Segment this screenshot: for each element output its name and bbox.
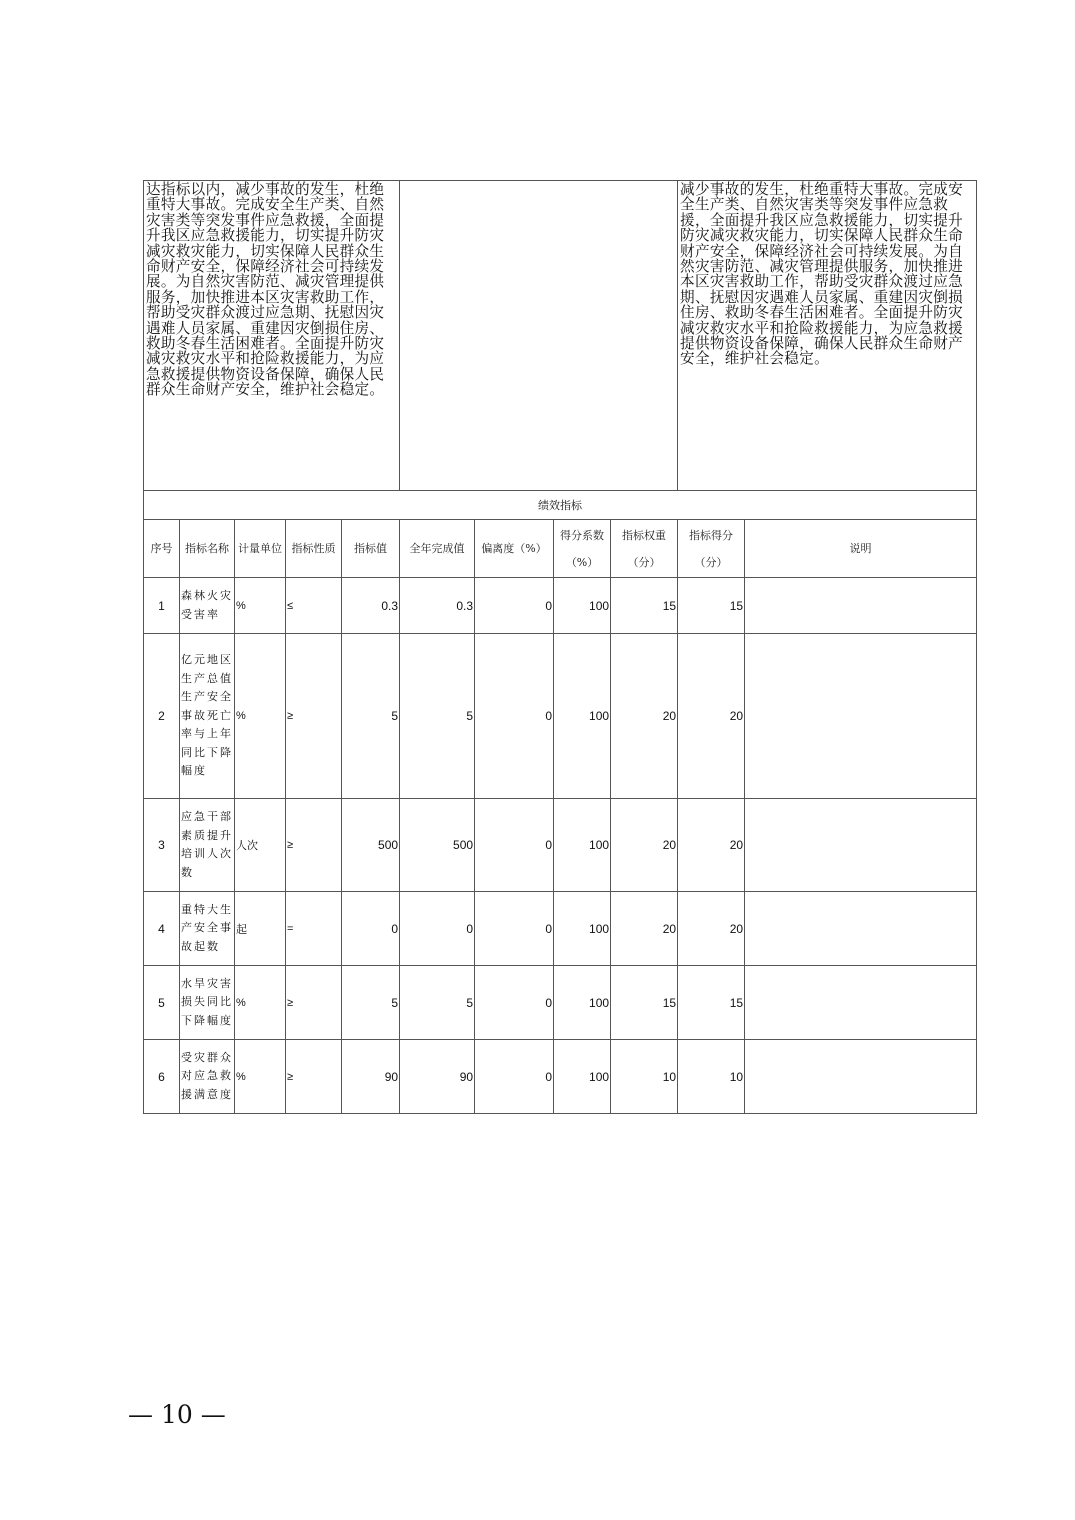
section-row <box>144 491 977 520</box>
cell-score: 20 <box>678 892 745 966</box>
cell-nature: = <box>286 892 342 966</box>
table-row <box>144 634 977 799</box>
cell-target: 0 <box>342 892 400 966</box>
cell-nature: ≤ <box>286 578 342 634</box>
goal-right-text: 减少事故的发生，杜绝重特大事故。完成安全生产类、自然灾害类等突发事件应急救援，全面提升我区应急救援能力，切实提升防灾减灾救灾能力，切实保障人民群众生命财产安全，保障经济社会可持续发展。为自然灾害防范、减灾管理提供服务，加快推进本区灾害救助工作，帮助受灾群众渡过应急期、抚慰因灾遇难人员家属、重建因灾倒损住房、救助冬春生活困难者。全面提升防灾减灾救灾水平和抢险救援能力，为应急救援提供物资设备保障，确保人民群众生命财产安全，维护社会稳定。 <box>678 181 977 491</box>
cell-no: 6 <box>144 1040 180 1114</box>
table-row <box>144 892 977 966</box>
section-title: 绩效指标 <box>144 491 977 520</box>
cell-score: 15 <box>678 966 745 1040</box>
cell-deviation: 0 <box>475 966 554 1040</box>
cell-unit: % <box>235 634 286 799</box>
cell-note <box>745 892 977 966</box>
goal-left-text: 达指标以内，减少事故的发生，杜绝重特大事故。完成安全生产类、自然灾害类等突发事件应急救援，全面提升我区应急救援能力，切实提升防灾减灾救灾能力，切实保障人民群众生命财产安全，保障经济社会可持续发展。为自然灾害防范、减灾管理提供服务，加快推进本区灾害救助工作，帮助受灾群众渡过应急期、抚慰因灾遇难人员家属、重建因灾倒损住房、救助冬春生活困难者。全面提升防灾减灾救灾水平和抢险救援能力，为应急救援提供物资设备保障，确保人民群众生命财产安全，维护社会稳定。 <box>144 181 400 491</box>
cell-target: 5 <box>342 966 400 1040</box>
cell-unit: % <box>235 1040 286 1114</box>
table-row <box>144 966 977 1040</box>
header-row <box>144 520 977 578</box>
header-deviation: 偏离度（%） <box>475 520 554 578</box>
cell-coef: 100 <box>554 799 611 892</box>
header-unit: 计量单位 <box>235 520 286 578</box>
cell-deviation: 0 <box>475 1040 554 1114</box>
table-row <box>144 799 977 892</box>
cell-unit: % <box>235 578 286 634</box>
cell-score: 20 <box>678 634 745 799</box>
header-nature: 指标性质 <box>286 520 342 578</box>
cell-actual: 500 <box>400 799 475 892</box>
cell-coef: 100 <box>554 634 611 799</box>
cell-target: 90 <box>342 1040 400 1114</box>
cell-actual: 90 <box>400 1040 475 1114</box>
cell-weight: 20 <box>611 892 678 966</box>
cell-name: 重特大生产安全事故起数 <box>180 892 235 966</box>
table-row <box>144 578 977 634</box>
cell-coef: 100 <box>554 966 611 1040</box>
cell-score: 20 <box>678 799 745 892</box>
cell-weight: 10 <box>611 1040 678 1114</box>
cell-coef: 100 <box>554 892 611 966</box>
header-name: 指标名称 <box>180 520 235 578</box>
cell-actual: 5 <box>400 634 475 799</box>
cell-target: 0.3 <box>342 578 400 634</box>
cell-note <box>745 1040 977 1114</box>
cell-name: 受灾群众对应急救援满意度 <box>180 1040 235 1114</box>
cell-name: 亿元地区生产总值生产安全事故死亡率与上年同比下降幅度 <box>180 634 235 799</box>
header-actual: 全年完成值 <box>400 520 475 578</box>
cell-deviation: 0 <box>475 634 554 799</box>
header-note: 说明 <box>745 520 977 578</box>
cell-note <box>745 634 977 799</box>
cell-nature: ≥ <box>286 634 342 799</box>
cell-weight: 20 <box>611 634 678 799</box>
cell-note <box>745 578 977 634</box>
cell-weight: 15 <box>611 578 678 634</box>
cell-deviation: 0 <box>475 578 554 634</box>
table-row <box>144 1040 977 1114</box>
header-score: 指标得分（分） <box>678 520 745 578</box>
cell-actual: 0.3 <box>400 578 475 634</box>
cell-weight: 20 <box>611 799 678 892</box>
cell-nature: ≥ <box>286 1040 342 1114</box>
cell-no: 5 <box>144 966 180 1040</box>
cell-deviation: 0 <box>475 892 554 966</box>
cell-nature: ≥ <box>286 966 342 1040</box>
cell-no: 1 <box>144 578 180 634</box>
cell-coef: 100 <box>554 578 611 634</box>
cell-actual: 5 <box>400 966 475 1040</box>
cell-no: 4 <box>144 892 180 966</box>
cell-name: 应急干部素质提升培训人次数 <box>180 799 235 892</box>
cell-name: 森林火灾受害率 <box>180 578 235 634</box>
goal-middle-text <box>400 181 678 491</box>
cell-unit: 人次 <box>235 799 286 892</box>
cell-weight: 15 <box>611 966 678 1040</box>
cell-deviation: 0 <box>475 799 554 892</box>
cell-target: 5 <box>342 634 400 799</box>
cell-unit: % <box>235 966 286 1040</box>
cell-coef: 100 <box>554 1040 611 1114</box>
cell-actual: 0 <box>400 892 475 966</box>
header-no: 序号 <box>144 520 180 578</box>
cell-unit: 起 <box>235 892 286 966</box>
cell-target: 500 <box>342 799 400 892</box>
header-coef: 得分系数（%） <box>554 520 611 578</box>
cell-note <box>745 966 977 1040</box>
cell-note <box>745 799 977 892</box>
cell-score: 15 <box>678 578 745 634</box>
header-target: 指标值 <box>342 520 400 578</box>
header-weight: 指标权重（分） <box>611 520 678 578</box>
cell-score: 10 <box>678 1040 745 1114</box>
cell-no: 2 <box>144 634 180 799</box>
performance-table <box>143 180 977 1114</box>
cell-nature: ≥ <box>286 799 342 892</box>
page-number: — 10 — <box>128 1400 226 1429</box>
goal-row <box>144 181 977 491</box>
cell-name: 水旱灾害损失同比下降幅度 <box>180 966 235 1040</box>
cell-no: 3 <box>144 799 180 892</box>
